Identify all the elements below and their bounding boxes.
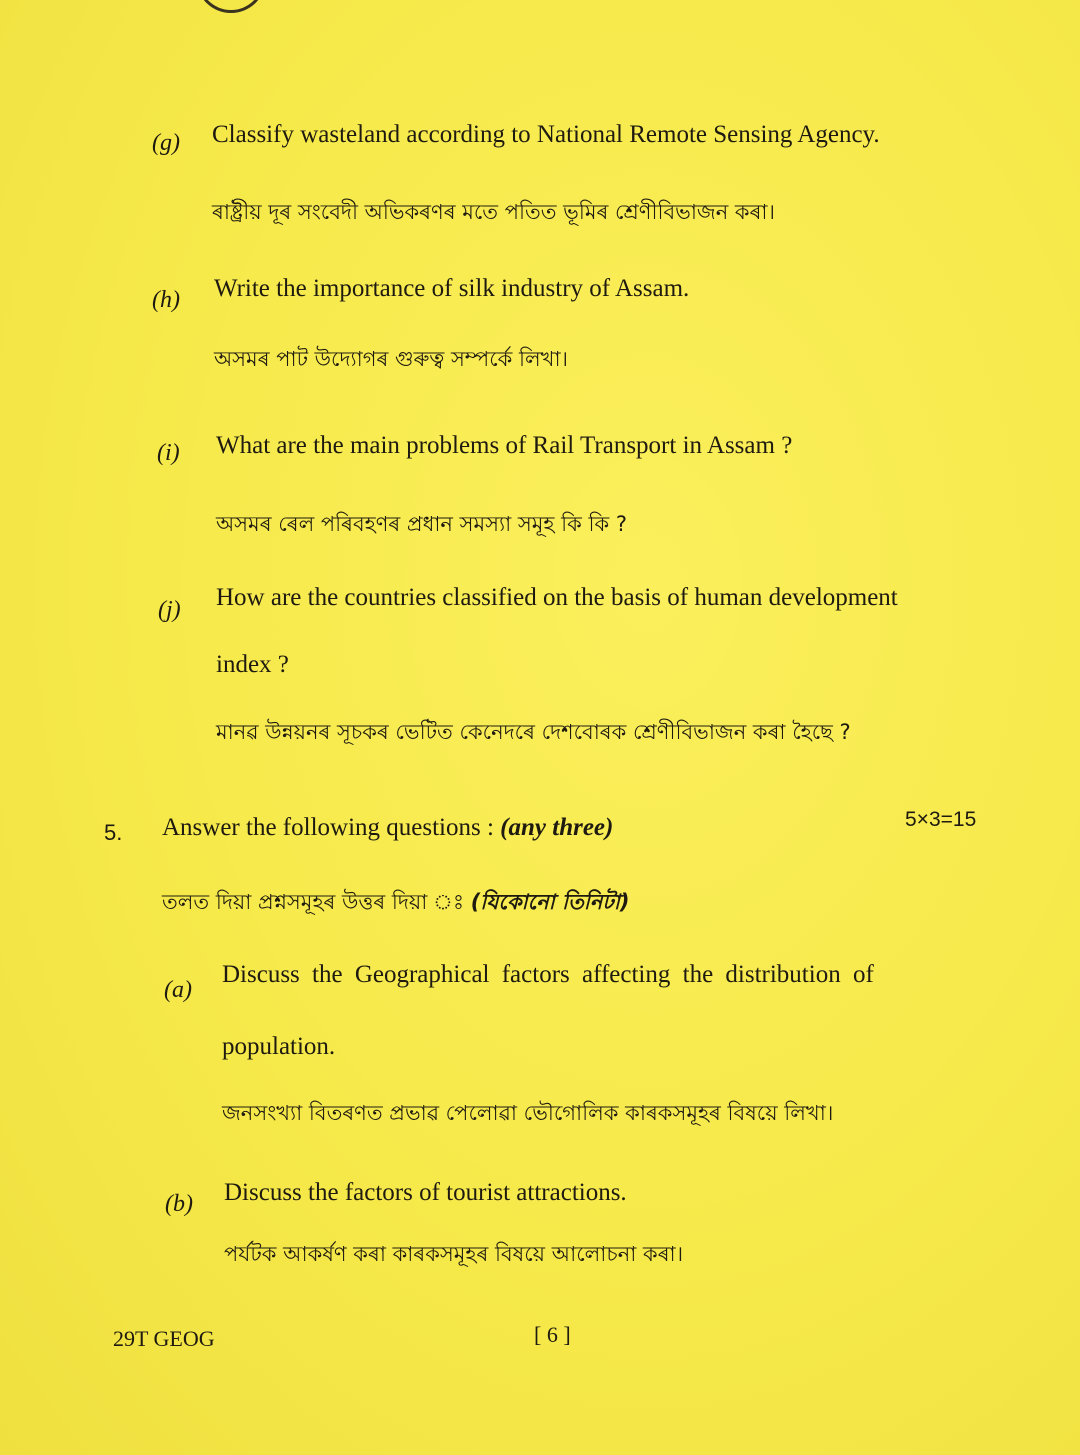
- question-5b-english: Discuss the factors of tourist attractions.: [224, 1179, 627, 1206]
- hole-punch-mark: [196, 0, 266, 13]
- question-5-instruction: Answer the following questions : (any three): [162, 814, 614, 841]
- question-5a-english-line1: Discuss the Geographical factors affecting the distribution of: [222, 961, 874, 988]
- question-5b-assamese: পৰ্যটক আকৰ্ষণ কৰা কাৰকসমূহৰ বিষয়ে আলোচনা কৰা।: [224, 1242, 684, 1266]
- question-5a-english-line2: population.: [222, 1033, 336, 1060]
- question-g-english: Classify wasteland according to National Remote Sensing Agency.: [212, 121, 880, 148]
- question-5-number: 5.: [104, 820, 123, 845]
- question-j-assamese: মানৱ উন্নয়নৰ সূচকৰ ভেটিত কেনেদৰে দেশবোৰক শ্ৰেণীবিভাজন কৰা হৈছে ?: [216, 720, 851, 744]
- question-5a-assamese: জনসংখ্যা বিতৰণত প্ৰভাৱ পেলোৱা ভৌগোলিক কাৰকসমূহৰ বিষয়ে লিখা।: [222, 1101, 834, 1125]
- question-5-marks: 5×3=15: [905, 808, 977, 831]
- question-i-assamese: অসমৰ ৰেল পৰিবহণৰ প্ৰধান সমস্যা সমূহ কি কি ?: [216, 512, 628, 536]
- question-h-english: Write the importance of silk industry of Assam.: [214, 275, 690, 302]
- question-label-5b: (b): [165, 1191, 193, 1217]
- question-i-english: What are the main problems of Rail Transport in Assam ?: [216, 432, 793, 459]
- question-label-5a: (a): [164, 977, 192, 1003]
- question-h-assamese: অসমৰ পাট উদ্যোগৰ গুৰুত্ব সম্পৰ্কে লিখা।: [214, 347, 569, 371]
- question-label-g: (g): [152, 130, 180, 156]
- question-label-j: (j): [158, 597, 181, 623]
- question-5-instruction-assamese: তলত দিয়া প্ৰশ্নসমূহৰ উত্তৰ দিয়া ঃ (যিকোনো তিনিটা): [162, 890, 630, 914]
- question-label-i: (i): [157, 440, 180, 466]
- question-g-assamese: ৰাষ্ট্ৰীয় দূৰ সংবেদী অভিকৰণৰ মতে পতিত ভূমিৰ শ্ৰেণীবিভাজন কৰা।: [212, 200, 776, 224]
- question-j-english-line1: How are the countries classified on the basis of human development: [216, 584, 898, 611]
- question-label-h: (h): [152, 287, 180, 313]
- paper-code: 29T GEOG: [113, 1326, 215, 1351]
- question-j-english-line2: index ?: [216, 651, 289, 678]
- page-number: [ 6 ]: [534, 1322, 571, 1347]
